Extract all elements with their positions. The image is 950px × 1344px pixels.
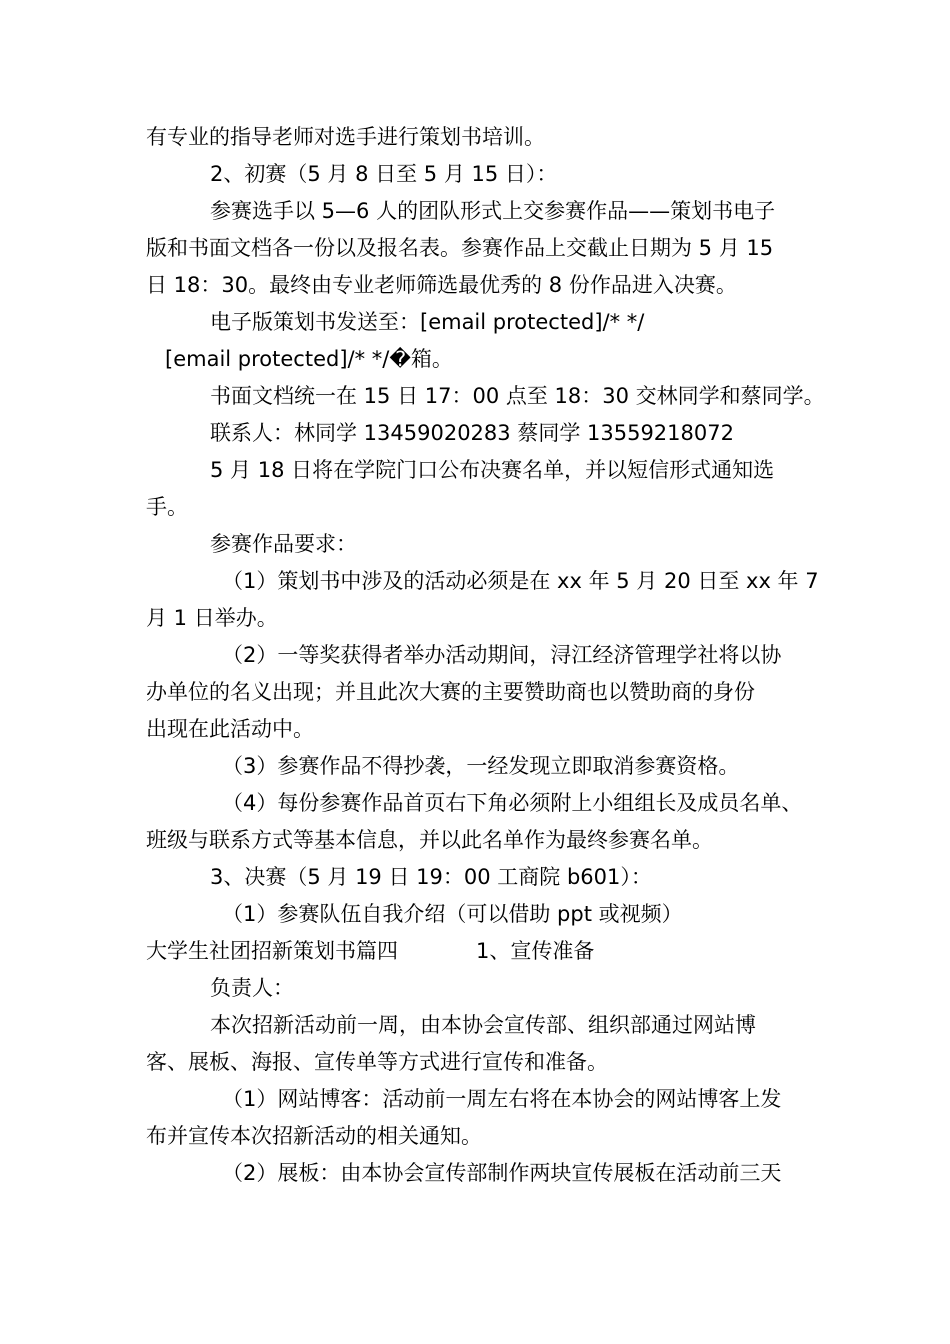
section-item: 1、宣传准备: [476, 939, 595, 963]
text-line: 有专业的指导老师对选手进行策划书培训。: [146, 125, 545, 149]
text-line: （1）网站博客：活动前一周左右将在本协会的网站博客上发: [222, 1087, 782, 1111]
text-line: 2、初赛（5 月 8 日至 5 月 15 日）：: [210, 162, 558, 186]
text-line: （1）策划书中涉及的活动必须是在 xx 年 5 月 20 日至 xx 年 7: [222, 569, 819, 593]
text-line: 手。: [146, 495, 188, 519]
text-line: 本次招新活动前一周，由本协会宣传部、组织部通过网站博: [210, 1013, 756, 1037]
text-line: 负责人：: [210, 976, 294, 1000]
text-line: 月 1 日举办。: [146, 606, 278, 630]
text-line: 3、决赛（5 月 19 日 19：00 工商院 b601）：: [210, 865, 652, 889]
text-line: （4）每份参赛作品首页右下角必须附上小组组长及成员名单、: [222, 791, 803, 815]
text-line: （1）参赛队伍自我介绍（可以借助 ppt 或视频）: [222, 902, 683, 926]
text-line: [email protected]/* */�箱。: [165, 347, 453, 371]
text-line: 班级与联系方式等基本信息，并以此名单作为最终参赛名单。: [146, 828, 713, 852]
text-line: （3）参赛作品不得抄袭，一经发现立即取消参赛资格。: [222, 754, 740, 778]
text-line: 书面文档统一在 15 日 17：00 点至 18：30 交林同学和蔡同学。: [210, 384, 825, 408]
text-line: 办单位的名义出现；并且此次大赛的主要赞助商也以赞助商的身份: [146, 680, 755, 704]
text-line: 5 月 18 日将在学院门口公布决赛名单，并以短信形式通知选: [210, 458, 775, 482]
text-line: 客、展板、海报、宣传单等方式进行宣传和准备。: [146, 1050, 608, 1074]
text-line: （2）展板：由本协会宣传部制作两块宣传展板在活动前三天: [222, 1161, 782, 1185]
text-line: 电子版策划书发送至：[email protected]/* */: [210, 310, 645, 334]
text-line: 布并宣传本次招新活动的相关通知。: [146, 1124, 482, 1148]
text-line: 联系人：林同学 13459020283 蔡同学 13559218072: [210, 421, 734, 445]
section-heading-line: [146, 933, 810, 970]
text-line: 日 18：30。最终由专业老师筛选最优秀的 8 份作品进入决赛。: [146, 273, 737, 297]
text-line: 版和书面文档各一份以及报名表。参赛作品上交截止日期为 5 月 15: [146, 236, 774, 260]
text-line: 出现在此活动中。: [146, 717, 314, 741]
text-line: 参赛作品要求：: [210, 532, 357, 556]
section-heading: 大学生社团招新策划书篇四: [146, 939, 398, 963]
text-line: （2）一等奖获得者举办活动期间，浔江经济管理学社将以协: [222, 643, 782, 667]
text-line: 参赛选手以 5—6 人的团队形式上交参赛作品——策划书电子: [210, 199, 776, 223]
